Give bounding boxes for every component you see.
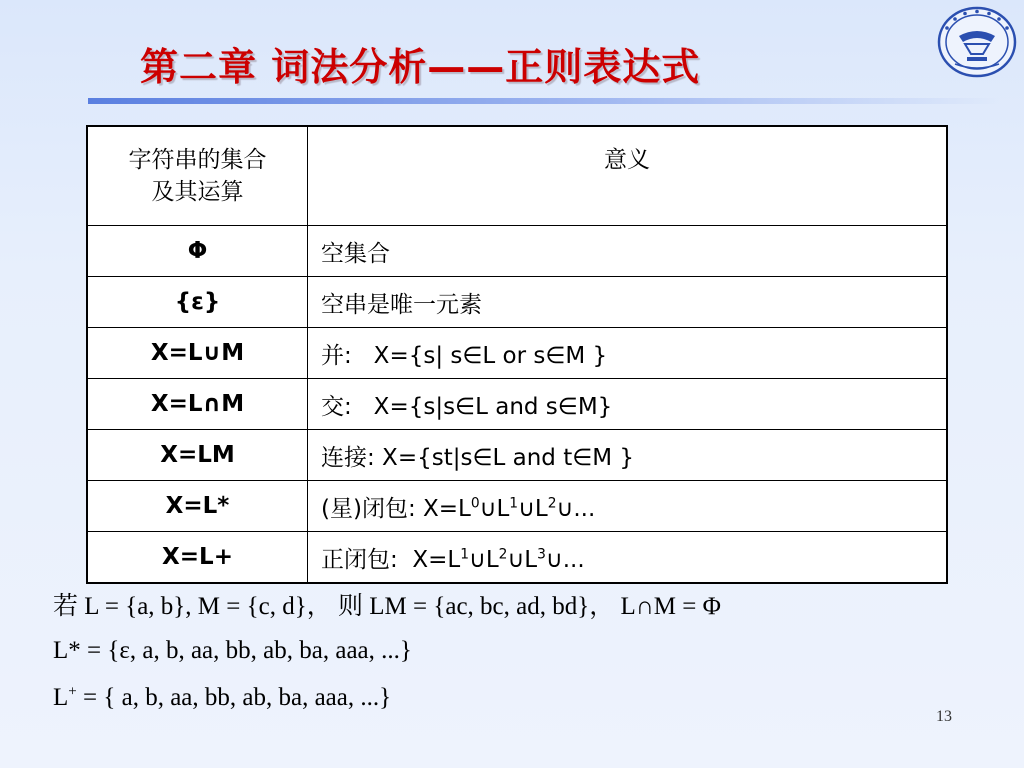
meaning-text: 连接: X={st|s∈L and t∈M } [308,430,948,481]
page-number: 13 [936,708,952,725]
example-line-2: L* = {ε, a, b, aa, bb, ab, ba, aaa, ...} [53,637,412,664]
table-row [87,328,947,379]
set-expression: X=L∩M [87,379,308,430]
set-expression: X=L* [87,481,308,532]
set-expression: Φ [87,226,308,277]
header-set-operation: 字符串的集合 及其运算 [87,126,308,226]
meaning-text: 交: X={s|s∈L and s∈M} [308,379,948,430]
example-line-1: 若 L = {a, b}, M = {c, d}， 则 LM = {ac, bc, ad, bd}， L∩M = Φ [53,591,721,620]
table-row [87,379,947,430]
table-row [87,532,947,584]
university-logo [937,6,1017,78]
table-row [87,277,947,328]
set-expression: X=LM [87,430,308,481]
table-row [87,226,947,277]
meaning-text: 空串是唯一元素 [308,277,948,328]
table-row [87,481,947,532]
set-operations-table [86,125,948,584]
set-expression: X=L+ [87,532,308,584]
set-expression: X=L∪M [87,328,308,379]
header-meaning: 意义 [308,126,948,226]
title-divider [88,98,1000,104]
example-line-3: L+ = { a, b, aa, bb, ab, ba, aaa, ...} [53,684,392,712]
slide-title: 第二章 词法分析——正则表达式 [140,45,701,89]
meaning-text: (星)闭包: $X=L^0\cup L^1\cup L^2\cup$... [308,481,948,532]
set-expression: {ε} [87,277,308,328]
meaning-text: 正闭包: $X=L^1\cup L^2\cup L^3\cup$... [308,532,948,584]
meaning-text: 空集合 [308,226,948,277]
table-row [87,430,947,481]
meaning-text: 并: X={s| s∈L or s∈M } [308,328,948,379]
table-header-row [87,126,947,226]
